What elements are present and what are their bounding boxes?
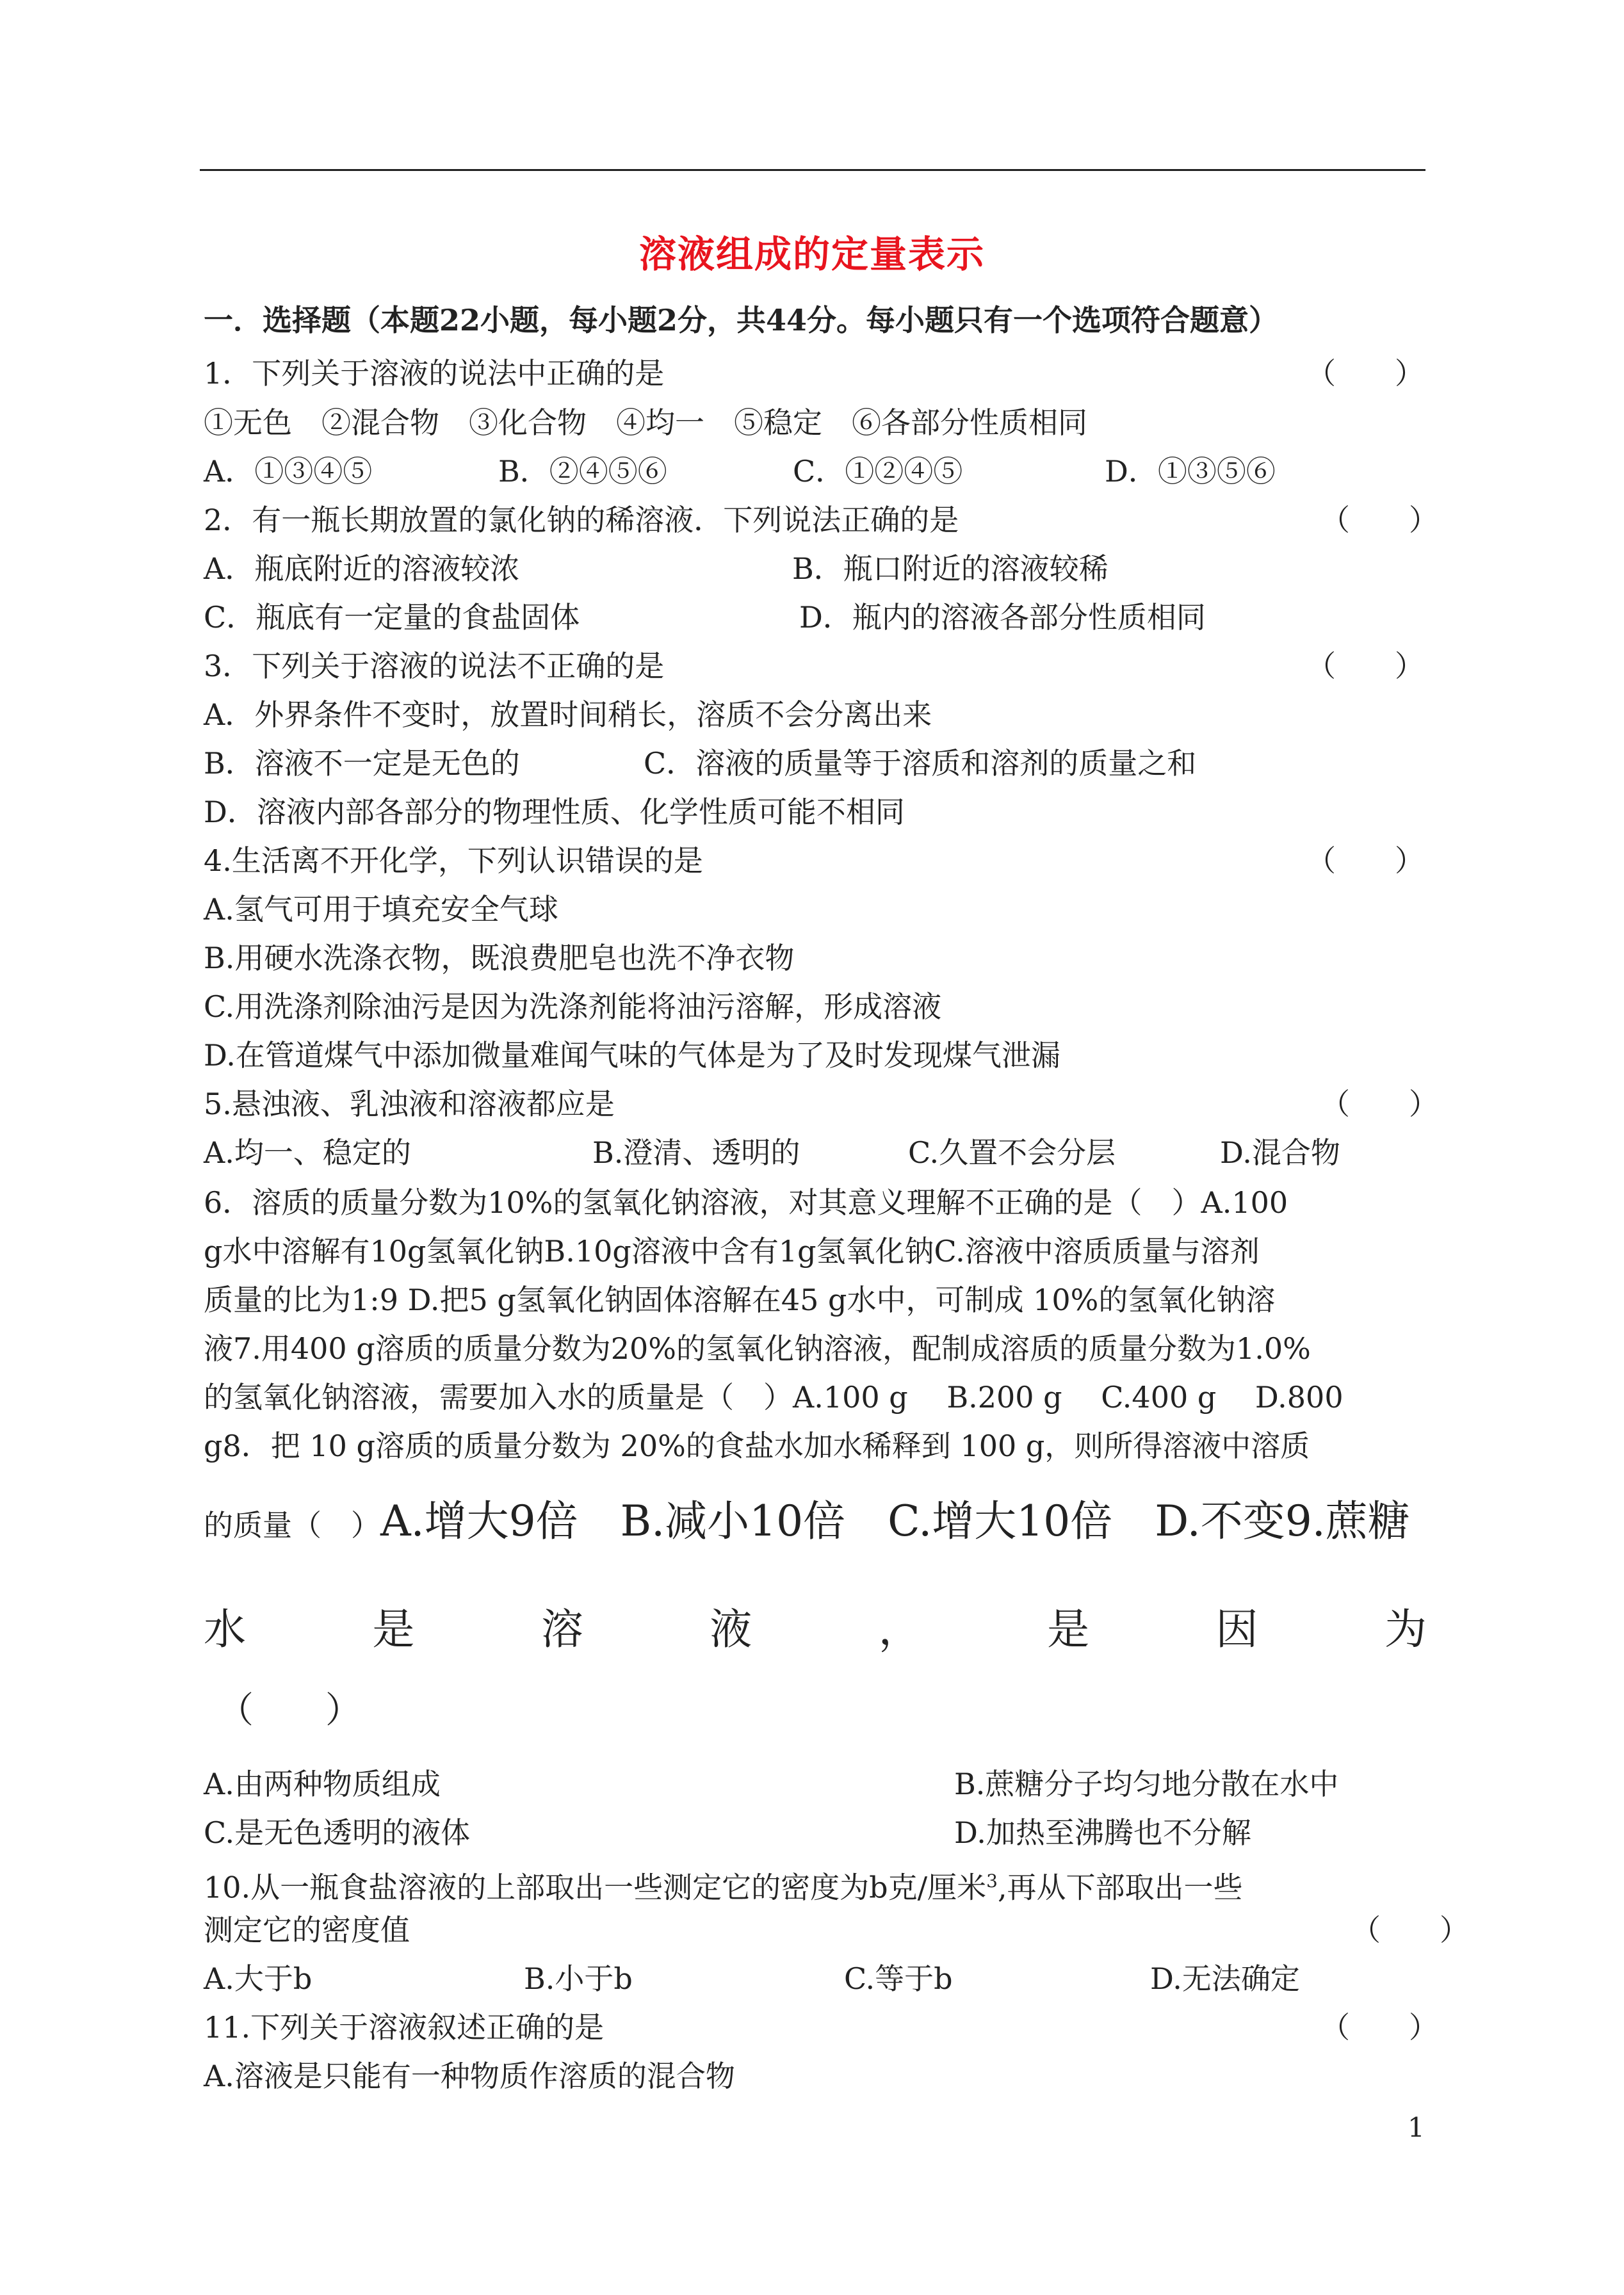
q2-option-c: C．瓶底有一定量的食盐固体 [204,600,580,635]
q9-option-d: D.加热至沸腾也不分解 [954,1815,1251,1850]
q10-stem-superscript: 3 [986,1870,998,1892]
q4-option-a: A.氢气可用于填充安全气球 [204,892,558,927]
para-line-8-char: 溶 [540,1605,583,1654]
q2-option-d: D．瓶内的溶液各部分性质相同 [799,600,1206,635]
q10-stem [204,1862,1243,1906]
q5-option-c: C.久置不会分层 [908,1135,1116,1170]
q10-stem-part2: ,再从下部取出一些 [997,1870,1243,1905]
q3-option-d: D．溶液内部各部分的物理性质、化学性质可能不相同 [204,795,905,829]
q2-option-a: A．瓶底附近的溶液较浓 [204,551,520,586]
q3-answer-blank: （ ） [1306,649,1424,683]
para-line-8-char: 是 [1047,1605,1090,1654]
para-line-8-char: ， [878,1605,921,1654]
q1-option-b: B．②④⑤⑥ [498,454,667,489]
q1-option-a: A．①③④⑤ [204,454,373,489]
q1-option-d: D．①③⑤⑥ [1105,454,1276,489]
q2-option-b: B．瓶口附近的溶液较稀 [792,551,1108,586]
q1-stem: 1．下列关于溶液的说法中正确的是 [204,356,665,391]
q4-option-b: B.用硬水洗涤衣物，既浪费肥皂也洗不净衣物 [204,941,795,975]
para-line-2: g水中溶解有10g氢氧化钠B.10g溶液中含有1g氢氧化钠C.溶液中溶质质量与溶剂 [204,1234,1260,1269]
para-line-5: 的氢氧化钠溶液，需要加入水的质量是（ ）A.100 g B.200 g C.400 g D.800 [204,1380,1344,1415]
para-line-8-char: 水 [204,1605,246,1654]
q4-option-d: D.在管道煤气中添加微量难闻气味的气体是为了及时发现煤气泄漏 [204,1038,1060,1073]
para-line-4: 液7.用400 g溶质的质量分数为20%的氢氧化钠溶液，配制成溶质的质量分数为1.0% [204,1331,1311,1366]
q5-answer-blank: （ ） [1320,1087,1438,1121]
q10-option-b: B.小于b [524,1961,633,1996]
q4-option-c: C.用洗涤剂除油污是因为洗涤剂能将油污溶解，形成溶液 [204,989,942,1024]
q1-items: ①无色 ②混合物 ③化合物 ④均一 ⑤稳定 ⑥各部分性质相同 [204,405,1087,440]
para-line-8-char: 为 [1384,1605,1427,1654]
q2-stem: 2．有一瓶长期放置的氯化钠的稀溶液．下列说法正确的是 [204,503,959,537]
q5-option-d: D.混合物 [1220,1135,1340,1170]
q10-option-a: A.大于b [204,1961,313,1996]
q4-answer-blank: （ ） [1306,843,1424,878]
q9-answer-blank: （ ） [218,1690,361,1731]
q10-stem-part1: 10.从一瓶食盐溶液的上部取出一些测定它的密度为b克/厘米 [204,1870,987,1905]
q3-stem: 3．下列关于溶液的说法不正确的是 [204,649,665,683]
q4-stem: 4.生活离不开化学，下列认识错误的是 [204,843,703,878]
q5-stem: 5.悬浊液、乳浊液和溶液都应是 [204,1087,615,1121]
q3-option-b: B．溶液不一定是无色的 [204,746,520,781]
q1-option-c: C．①②④⑤ [793,454,963,489]
page-title: 溶液组成的定量表示 [638,232,985,276]
q2-answer-blank: （ ） [1320,503,1438,537]
q3-option-c: C．溶液的质量等于溶质和溶剂的质量之和 [644,746,1197,781]
q9-option-c: C.是无色透明的液体 [204,1815,471,1850]
q10-option-d: D.无法确定 [1150,1961,1300,1996]
q5-option-a: A.均一、稳定的 [204,1135,411,1170]
q9-option-b: B.蔗糖分子均匀地分散在水中 [954,1767,1339,1801]
para-line-7-options: A.增大9倍 B.减小10倍 C.增大10倍 D.不变9.蔗糖 [380,1496,1410,1546]
q5-option-b: B.澄清、透明的 [592,1135,800,1170]
para-line-8-char: 液 [710,1605,752,1654]
q9-option-a: A.由两种物质组成 [204,1767,441,1801]
para-line-8-char: 是 [372,1605,415,1654]
q10-answer-blank: （ ） [1351,1913,1469,1947]
para-line-3: 质量的比为1:9 D.把5 g氢氧化钠固体溶解在45 g水中，可制成 10%的氢氧化钠溶 [204,1283,1276,1317]
q1-answer-blank: （ ） [1306,356,1424,391]
q11-answer-blank: （ ） [1320,2010,1438,2045]
para-line-6: g8．把 10 g溶质的质量分数为 20%的食盐水加水稀释到 100 g，则所得溶液中溶质 [204,1429,1310,1463]
para-line-8 [204,1604,1427,1655]
page-number: 1 [1408,2112,1425,2143]
q10-stem-line-2: 测定它的密度值 [204,1913,410,1947]
para-line-1: 6．溶质的质量分数为10%的氢氧化钠溶液，对其意义理解不正确的是（ ）A.100 [204,1185,1288,1220]
q11-option-a: A.溶液是只能有一种物质作溶质的混合物 [204,2059,735,2093]
section-heading: 一．选择题（本题22小题，每小题2分，共44分。每小题只有一个选项符合题意） [204,303,1279,337]
para-line-8-char: 因 [1215,1605,1258,1654]
q10-option-c: C.等于b [844,1961,953,1996]
para-line-7-prefix: 的质量（ ） [204,1508,380,1543]
para-line-7 [204,1496,1410,1547]
header-rule [200,169,1425,171]
q3-option-a: A．外界条件不变时，放置时间稍长，溶质不会分离出来 [204,697,932,732]
q11-stem: 11.下列关于溶液叙述正确的是 [204,2010,605,2045]
